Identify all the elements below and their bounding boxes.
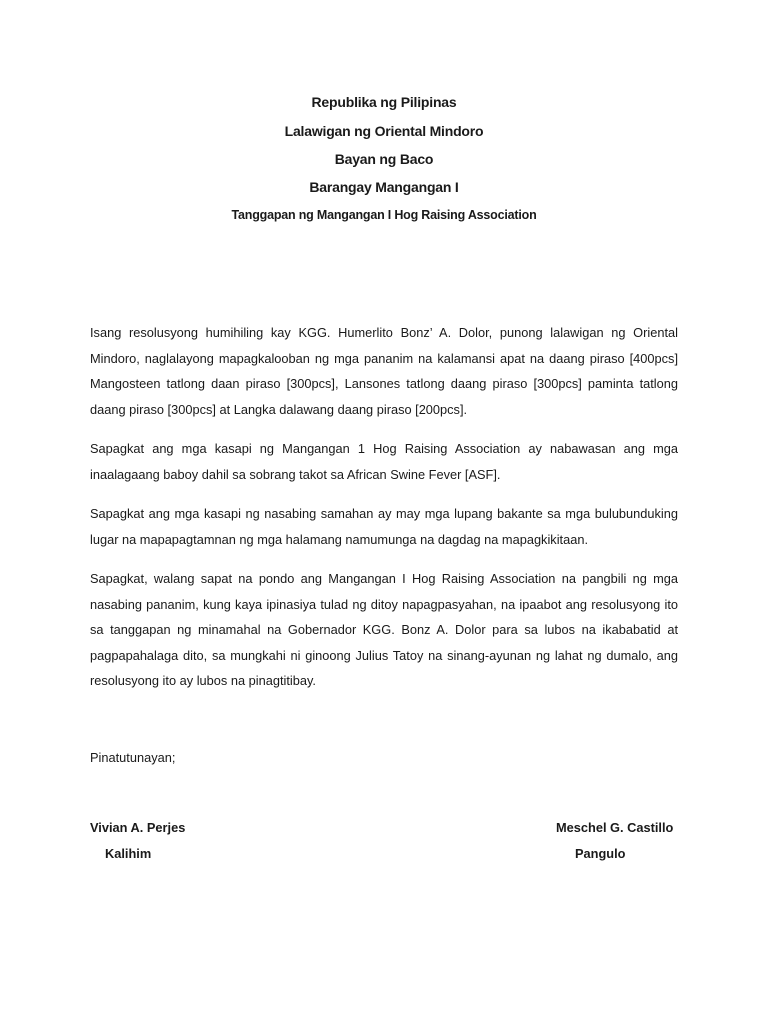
president-name: Meschel G. Castillo bbox=[556, 820, 674, 835]
resolution-paragraph-2 bbox=[90, 436, 678, 487]
paragraph-text: Sapagkat ang mga kasapi ng Mangangan 1 Hog Raising Association ay nabawasan ang mga inaalagaang baboy dahil sa sobrang takot sa African Swine Fever [ASF]. bbox=[90, 441, 678, 482]
secretary-name: Vivian A. Perjes bbox=[90, 820, 186, 835]
paragraph-text: Isang resolusyong humihiling kay KGG. Humerlito Bonz’ A. Dolor, punong lalawigan ng Oriental Mindoro, naglalayong mapagkalooban ng mga pananim na kalamansi apat na daang piraso [400pcs] Mangosteen tatlong daan piraso [300pcs], Lansones tatlong daang piraso [300pcs] paminta tatlong daang piraso [300pcs] at Langka dalawang daang piraso [200pcs]. bbox=[90, 325, 678, 417]
resolution-paragraph-4 bbox=[90, 566, 678, 694]
resolution-paragraph-3 bbox=[90, 501, 678, 552]
secretary-title: Kalihim bbox=[105, 846, 152, 861]
paragraph-text: Sapagkat ang mga kasapi ng nasabing samahan ay may mga lupang bakante sa mga bulubunduking lugar na mapapagtamnan ng mga halamang namumunga na dagdag na mapagkikitaan. bbox=[90, 506, 678, 547]
attestation-label: Pinatutunayan; bbox=[90, 750, 176, 765]
header-office: Tanggapan ng Mangangan I Hog Raising Association bbox=[231, 208, 537, 222]
paragraph-text: Sapagkat, walang sapat na pondo ang Mangangan I Hog Raising Association na pangbili ng mga nasabing pananim, kung kaya ipinasiya tulad ng ditoy napagpasyahan, na ipaabot ang resolusyong ito sa tanggapan ng minamahal na Gobernador KGG. Bonz A. Dolor para sa lubos na ikababatid at pagpapahalaga dito, sa mungkahi ni ginoong Julius Tatoy na sinang-ayunan ng lahat ng dumalo, ang resolusyong ito ay lubos na pinagtitibay. bbox=[90, 571, 678, 689]
header-republic: Republika ng Pilipinas bbox=[311, 94, 457, 110]
resolution-paragraph-1 bbox=[90, 320, 678, 422]
header-province: Lalawigan ng Oriental Mindoro bbox=[284, 123, 484, 139]
president-title: Pangulo bbox=[575, 846, 626, 861]
header-municipality: Bayan ng Baco bbox=[334, 151, 434, 167]
header-barangay: Barangay Mangangan I bbox=[309, 179, 459, 195]
